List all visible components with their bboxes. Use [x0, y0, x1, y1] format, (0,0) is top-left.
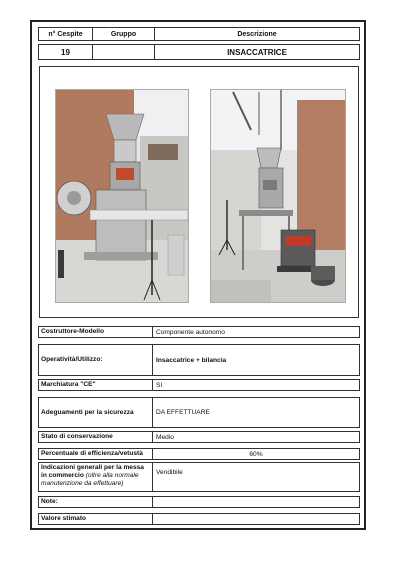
stato-value: Medio	[156, 433, 174, 441]
costruttore-label: Costruttore-Modello	[39, 327, 153, 337]
costruttore-value: Componente autonomo	[156, 328, 225, 336]
row-stato	[38, 431, 360, 443]
row-indicazioni	[38, 462, 360, 492]
marchiatura-label: Marchiatura "CE"	[39, 380, 153, 390]
indicazioni-label	[39, 463, 153, 491]
note-value	[153, 497, 359, 507]
col-cespite-label: n° Cespite	[39, 28, 93, 40]
cespite-number: 19	[39, 45, 93, 59]
indicazioni-label-main: Indicazioni generali per la messa in commercio	[41, 464, 144, 479]
descrizione-value: INSACCATRICE	[227, 47, 287, 57]
col-gruppo-label: Gruppo	[93, 28, 155, 40]
efficienza-label: Percentuale di efficienza/vetustà	[39, 449, 153, 459]
note-label: Note:	[39, 497, 153, 507]
row-marchiatura	[38, 379, 360, 391]
row-adeguamenti	[38, 397, 360, 428]
header-label-row	[38, 27, 360, 41]
machine-photo-left	[55, 89, 189, 303]
asset-sheet	[30, 20, 366, 530]
adeguamenti-label: Adeguamenti per la sicurezza	[39, 398, 153, 427]
operativita-value: Insaccatrice + bilancia	[156, 356, 227, 364]
row-efficienza	[38, 448, 360, 460]
gruppo-value	[93, 45, 155, 59]
marchiatura-value: SI	[156, 381, 163, 389]
stato-label: Stato di conservazione	[39, 432, 153, 442]
efficienza-value: 60%	[249, 450, 263, 458]
row-operativita	[38, 344, 360, 376]
indicazioni-label-note: (oltre alla normale manutenzione da effettuare)	[41, 472, 139, 487]
valore-label: Valore stimato	[39, 514, 153, 524]
col-descrizione-label: Descrizione	[237, 30, 277, 38]
header-value-row	[38, 44, 360, 60]
row-valore	[38, 513, 360, 525]
photo-frame	[39, 66, 359, 318]
valore-value	[153, 514, 359, 524]
machine-photo-right	[210, 89, 346, 303]
row-costruttore	[38, 326, 360, 338]
adeguamenti-value: DA EFFETTUARE	[156, 409, 210, 416]
row-note	[38, 496, 360, 508]
indicazioni-value: Vendibile	[156, 469, 183, 476]
operativita-label: Operatività/Utilizzo:	[39, 345, 153, 375]
